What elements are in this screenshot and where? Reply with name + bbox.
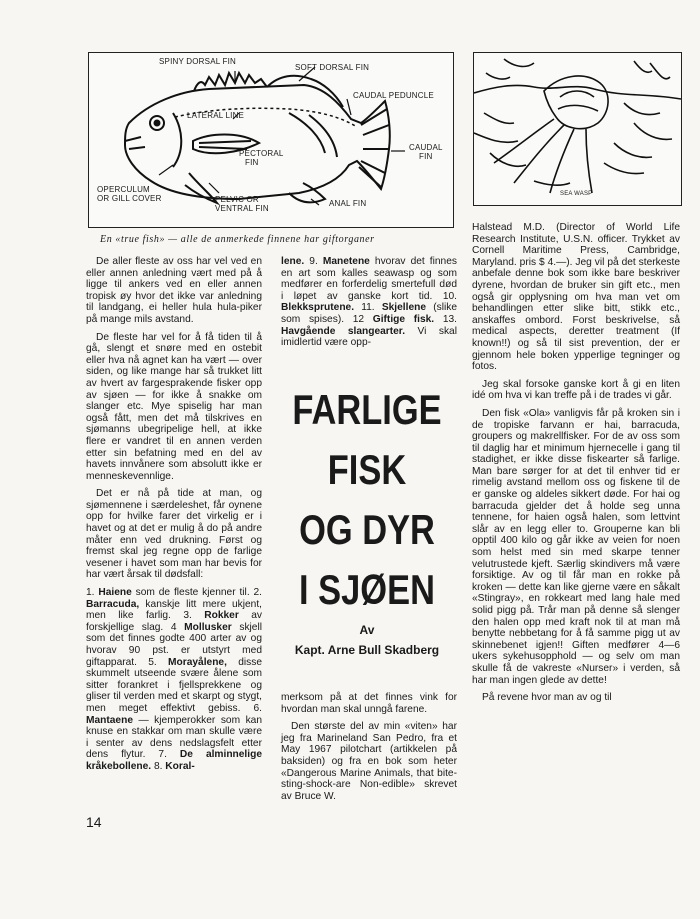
paragraph: Den fisk «Ola» vanligvis får på kroken sin i de tropiske farvann er hai, barracuda, groupers og makrellfisker. For de av oss som til daglig har et minimum hjernecelle i gang til stadighet, er ikke disse fiskearter så farlige. Man bare sørger for at det til enhver tid er rimelig avstand mellom oss og fiskene til de er ganske og aldeles sikkert døde. For hai og barracuda gjelder det å holde seg unna tennene, for haien også halen, som lettvint slår av en legg eller to. Grouperne kan bli opptil 400 kilo og går ikke av veien for noen som helst med sin med skarpe tenner velutrustede kjeft. Særlig skindivers må være forsiktige. Av og til får man en rokke på kroken — dette kan like gjerne være en såkalt «Stingray», en rokkeart med lang hale med solid pigg på. Trår man på denne så slenger den halen opp med kraft nok til at man må benytte nebbetang for å få samme pigg ut av skinnebenet igjen!! Giften medfører 4—6 ukers sykehusopphold — og selv om man skulle få de vakreste «Nurser» i verden, så har man ingen glede av dette! — [472, 407, 680, 686]
column-1 — [86, 256, 262, 779]
label-anal-fin: ANAL FIN — [329, 199, 367, 208]
paragraph: De aller fleste av oss har vel ved en eller annen anledning vært med på å ligge til ankers ved en eller annen tropisk øy hvor det ikke var anledning til landgang, ei heller hula hula-piker på mange mils avstand. — [86, 256, 262, 325]
text-run: 13. — [434, 313, 457, 325]
label-caudal-line2: FIN — [419, 152, 433, 161]
text-run: skjell som det finnes godte 400 arter av og hvorav 90 pst. er utstyrt med giftapparat. 5. — [86, 621, 262, 668]
label-pectoral-line2: FIN — [245, 158, 259, 167]
paragraph: Den største del av min «viten» har jeg fra Marineland San Pedro, fra et May 1967 pilotchart (artikkelen på baksiden) og fra en bok som heter «Dangerous Marine Animals, that bite-sting-shock-are Non-edible» skrevet av Bruce W. — [281, 721, 457, 802]
text-run: 11. — [354, 302, 382, 314]
bold-term: lene. — [281, 256, 305, 267]
article-title — [292, 380, 441, 620]
label-caudal-peduncle: CAUDAL PEDUNCLE — [353, 91, 434, 100]
paragraph: På revene hvor man av og til — [482, 692, 612, 704]
bold-term: Blekksprutene. — [281, 302, 355, 314]
text-run: 9. — [304, 256, 323, 267]
column-3 — [472, 222, 680, 710]
author-name: Kapt. Arne Bull Skadberg — [294, 643, 440, 657]
text-run: (slike som spises). 12 — [281, 302, 457, 325]
label-pectoral-line1: PECTORAL — [239, 149, 284, 158]
paragraph — [281, 256, 457, 349]
label-pelvic-fin — [215, 195, 269, 213]
bold-term: Barracuda, — [86, 598, 140, 610]
label-soft-dorsal-fin: SOFT DORSAL FIN — [295, 63, 370, 72]
bold-term: Havgående slangearter. — [281, 325, 406, 337]
title-line: I SJØEN — [299, 566, 435, 613]
title-line: FISK — [327, 446, 407, 493]
label-sea-wasp: SEA WASP — [560, 191, 593, 197]
paragraph: Jeg skal forsoke ganske kort å gi en liten idé om hva vi kan treffe på i de trades vi går. — [472, 378, 680, 402]
text-run: disse skummelt utseende svære ålene som sitter forankret i fjellsprekkene og gliser til verden med et skarpt og stygt, men meget effektivt gebiss. 6. — [86, 656, 262, 714]
paragraph: Det er nå på tide at man, og sjømennene i særdeleshet, får oynene opp for hvilke farer det virkelig er i havet og at det er mulig å do på andre måter enn ved drukning. Først og fremst skal jeg regne opp de farlige vesener i havet som man har bevis for har vært årsak til dødsfall: — [86, 488, 262, 581]
bold-term: Giftige fisk. — [372, 313, 435, 325]
text-run: 1. — [86, 587, 99, 599]
label-operculum-line1: OPERCULUM — [97, 185, 150, 194]
bold-term: Morayålene, — [168, 656, 227, 668]
label-caudal-fin — [409, 143, 443, 161]
text-run: 8. — [151, 760, 166, 772]
text-run: hvorav det finnes en art som kalles seawasp og som medfører en forferdelig smertefull død i løpet av ganske kort tid. 10. — [281, 256, 457, 302]
column-2-top — [281, 256, 457, 355]
byline — [262, 620, 472, 660]
page-number: 14 — [86, 814, 102, 830]
paragraph: De fleste har vel for å få tiden til å gå, slengt et snøre med en ostebit eller hva nå agnet kan ha vært — over siden, og like mange har så trukket litt av hvert av fargesprakende fisker opp av sjøen — for ikke å snakke om slanger etc. Mye spiselig har man også fått, men det må tilskrives en sjømanns ubegripelige hell, at ikke flere er vandret til en annen verden etter sin befatning med en del av havets innvånere som absolutt ikke er menneskevennlige. — [86, 331, 262, 482]
paragraph: Halstead M.D. (Director of World Life Research Institute, U.S.N. officer. Trykket av Cornell Maritime Press, Cambridge, Maryland. pris $ 4.—). Jeg vil på det sterkeste anbefale denne bok som ikke bare beskriver dyrene, hvordan de bruker sin gift etc., men også gir opplysning om hva man vet om behandlingen etter slike bitt, stikk etc., anskaffes ombord. Forst beskrivelse, så medical aspects, deretter treatment (If known!!) og så til sist prevention, der er gjennom hele boken ypperlige tegninger og fotos. — [472, 222, 680, 373]
bold-term: Skjellene — [381, 302, 427, 314]
bold-term: Mollusker — [184, 621, 232, 633]
label-pelvic-line2: VENTRAL FIN — [215, 204, 269, 213]
text-run: som de fleste kjenner til. 2. — [131, 587, 263, 599]
label-caudal-line1: CAUDAL — [409, 143, 443, 152]
title-line: FARLIGE — [292, 386, 442, 433]
paragraph: merksom på at det finnes vink for hvordan man skal unngå farene. — [281, 692, 457, 715]
label-operculum-line2: OR GILL COVER — [97, 194, 162, 203]
byline-prefix: Av — [359, 623, 375, 637]
text-run: Vi skal imidlertid være opp- — [281, 325, 457, 349]
label-spiny-dorsal-fin: SPINY DORSAL FIN — [159, 57, 236, 66]
bold-term: Haiene — [98, 587, 132, 599]
sea-wasp-illustration — [473, 52, 682, 206]
bold-term: Mantaene — [86, 714, 133, 726]
text-run: av forskjellige slag. 4 — [86, 610, 262, 633]
sea-wasp-drawing — [474, 53, 681, 205]
column-2-bottom — [281, 692, 457, 808]
figure-caption: En «true fish» — alle de anmerkede finnene har giftorganer — [100, 234, 375, 245]
title-line: OG DYR — [299, 506, 435, 553]
bold-term: Koral- — [165, 760, 195, 772]
label-pectoral-fin — [239, 149, 284, 167]
bold-term: De alminnelige kråkebollene. — [86, 749, 262, 772]
label-pelvic-line1: PELVIC OR — [215, 195, 259, 204]
text-run: — kjemperokker som kan knuse en stakkar om man skulle være i senter av dens nedslagsfelt etter dens flytur. 7. — [86, 714, 262, 761]
bold-term: Rokker — [204, 610, 239, 622]
fish-fin-diagram — [88, 52, 454, 228]
label-operculum — [97, 185, 162, 203]
bold-term: Manetene — [322, 256, 370, 267]
hazard-list-paragraph — [86, 587, 262, 773]
label-lateral-line: LATERAL LINE — [187, 111, 245, 120]
text-run: kanskje litt mere ukjent, men like farlig. 3. — [86, 598, 262, 622]
